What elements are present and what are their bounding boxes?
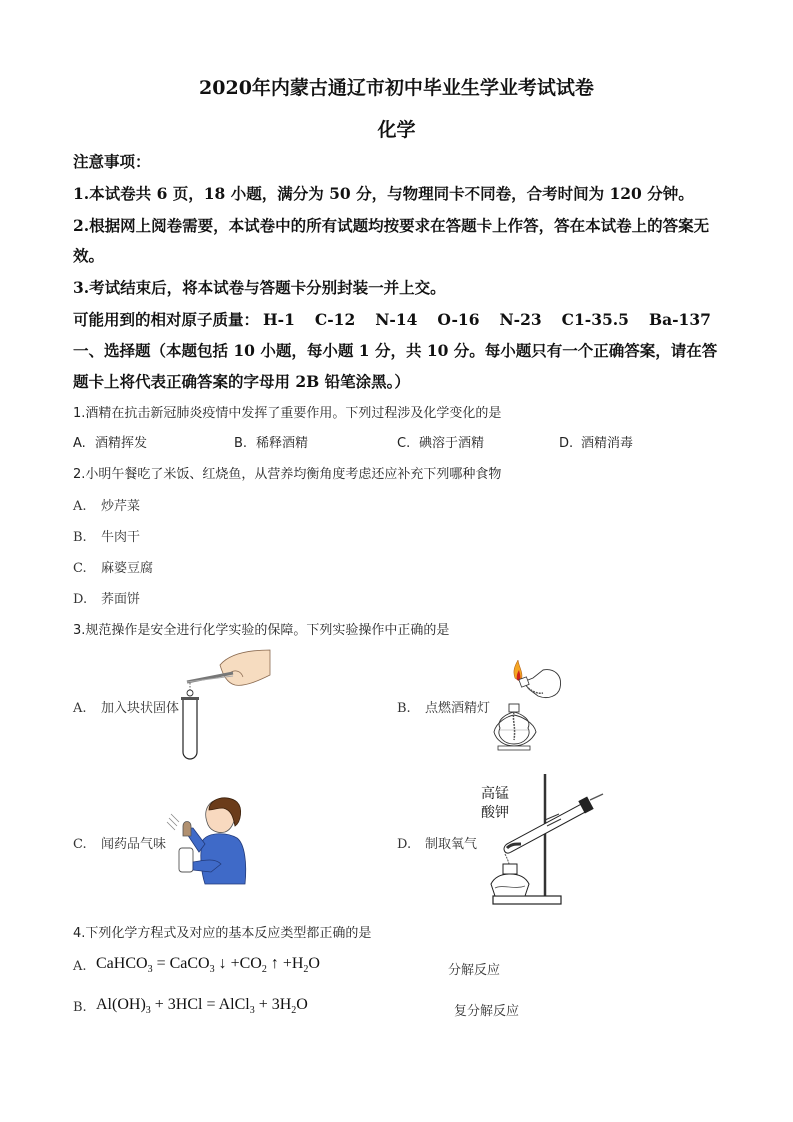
question-3-option-b: B. 点燃酒精灯 [397, 701, 491, 716]
section-heading-line1: 一、选择题（本题包括 10 小题，每小题 1 分，共 10 分。每小题只有一个正确答案，请在答 [73, 341, 718, 360]
exam-title: 2020年内蒙古通辽市初中毕业生学业考试试卷 [199, 77, 594, 99]
atomic-mass: H-1 [263, 310, 295, 329]
note-item: 效。 [73, 246, 105, 265]
question-3-option-d: D. 制取氧气 [397, 837, 478, 852]
note-item: 1.本试卷共 6 页，18 小题，满分为 50 分，与物理同卡不同卷，合考时间为 120 分钟。 [73, 184, 694, 203]
question-2-option-d: D. 荞面饼 [73, 592, 141, 607]
question-3-stem: 3.规范操作是安全进行化学实验的保障。下列实验操作中正确的是 [73, 623, 450, 638]
question-1-option-c: C. 碘溶于酒精 [397, 436, 485, 451]
atomic-mass: O-16 [437, 310, 480, 329]
question-1-option-d: D. 酒精消毒 [559, 436, 634, 451]
question-4-option-b-reaction-type: 复分解反应 [454, 1004, 520, 1019]
atomic-mass: N-23 [499, 310, 542, 329]
question-4-option-b-letter: B. [73, 1000, 87, 1015]
question-2-option-b: B. 牛肉干 [73, 530, 141, 545]
question-4-stem: 4.下列化学方程式及对应的基本反应类型都正确的是 [73, 926, 372, 941]
atomic-mass: C-12 [314, 310, 356, 329]
question-2-option-a: A. 炒芹菜 [73, 499, 141, 514]
question-1-stem: 1.酒精在抗击新冠肺炎疫情中发挥了重要作用。下列过程涉及化学变化的是 [73, 406, 502, 421]
question-2-option-c: C. 麻婆豆腐 [73, 561, 154, 576]
atomic-mass: C1-35.5 [561, 310, 629, 329]
question-1-option-b: B. 稀释酒精 [234, 436, 309, 451]
alcohol-lamp-figure [488, 660, 578, 755]
note-item: 3.考试结束后，将本试卷与答题卡分别封装一并上交。 [73, 278, 446, 297]
question-4-option-b-equation: $Al(OH)_3 + 3HCl$ = AlCl$_3$ + $3H_2O$ [96, 996, 308, 1017]
exam-subject: 化学 [377, 119, 416, 141]
question-4-option-a-letter: A. [73, 959, 87, 974]
section-heading-line2: 题卡上将代表正确答案的字母用 2B 铅笔涂黑。） [73, 372, 410, 391]
atomic-masses-row [73, 308, 711, 330]
tweezers-test-tube-figure [175, 645, 275, 765]
boy-smelling-figure [165, 792, 250, 887]
question-2-stem: 2.小明午餐吃了米饭、红烧鱼，从营养均衡角度考虑还应补充下列哪种食物 [73, 467, 502, 482]
question-4-option-a-reaction-type: 分解反应 [448, 963, 501, 978]
question-1-option-a: A. 酒精挥发 [73, 436, 148, 451]
question-4-option-a-equation: CaHCO$_3$ = CaCO$_3$ ↓ $+CO_2$ ↑ $+H_2O$ [96, 955, 320, 976]
atomic-masses-label: 可能用到的相对原子质量： [73, 310, 260, 329]
notes-heading: 注意事项： [73, 152, 151, 171]
question-3-option-c: C. 闻药品气味 [73, 837, 167, 852]
atomic-mass: N-14 [375, 310, 418, 329]
potassium-permanganate-label: 高锰 酸钾 [481, 786, 509, 821]
atomic-mass: Ba-137 [648, 310, 711, 329]
question-3-option-a: A. 加入块状固体 [73, 701, 180, 716]
note-item: 2.根据网上阅卷需要，本试卷中的所有试题均按要求在答题卡上作答，答在本试卷上的答案无 [73, 216, 710, 235]
oxygen-apparatus-figure [485, 772, 605, 907]
